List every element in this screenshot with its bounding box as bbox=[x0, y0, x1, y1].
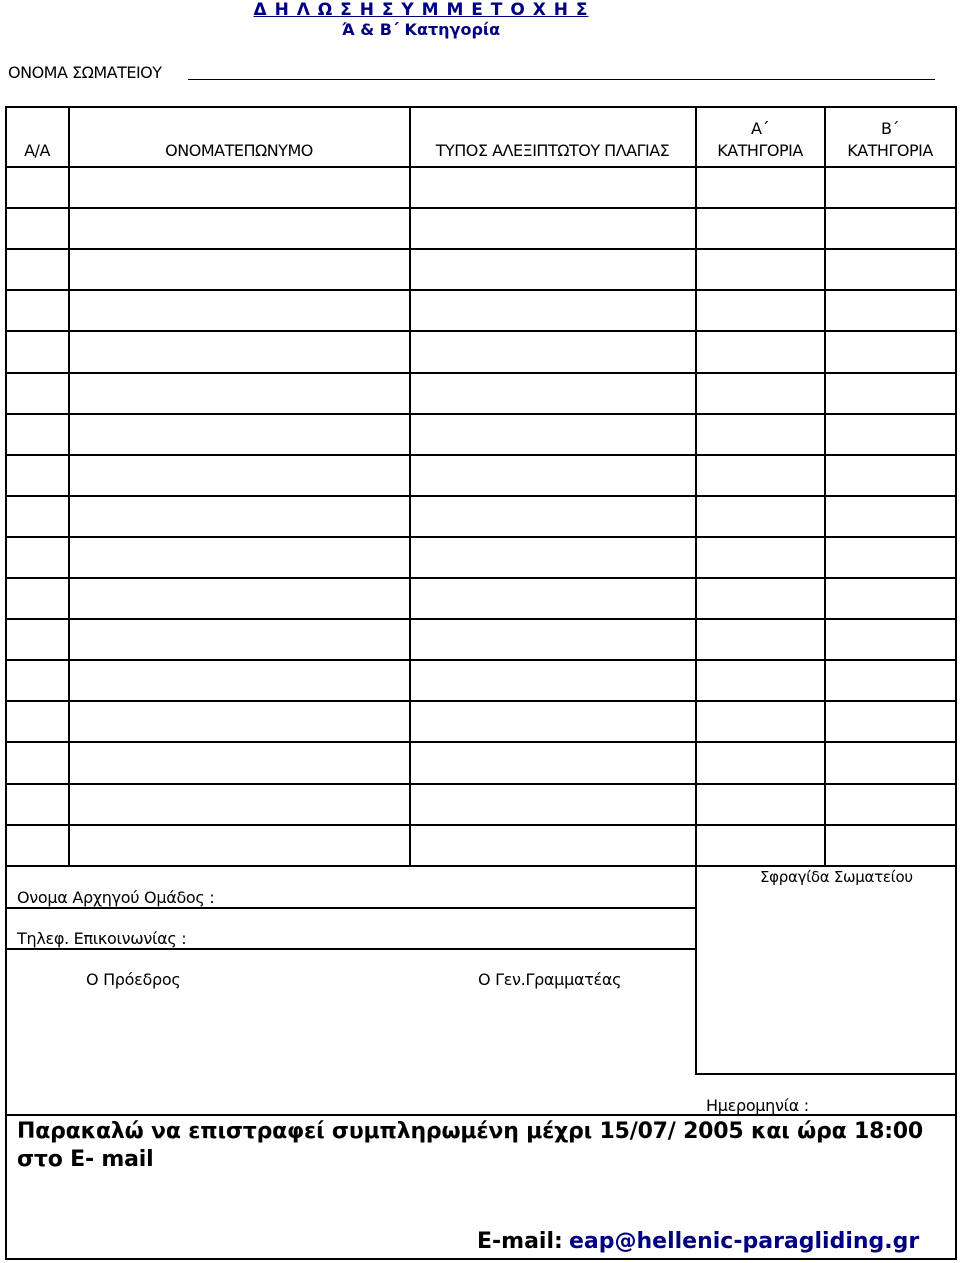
table-header-divider bbox=[5, 166, 957, 168]
notice-top-line bbox=[5, 1114, 957, 1116]
table-row-divider bbox=[5, 824, 957, 826]
table-row-divider bbox=[5, 207, 957, 209]
column-header-category-a: Α΄ ΚΑΤΗΓΟΡΙΑ bbox=[717, 119, 803, 160]
table-row-divider bbox=[5, 577, 957, 579]
column-divider bbox=[824, 106, 826, 865]
club-stamp-label: Σφραγίδα Σωματείου bbox=[760, 868, 913, 886]
email-label: E-mail: bbox=[477, 1229, 563, 1254]
phone-line bbox=[5, 948, 695, 950]
contact-phone-label: Τηλεφ. Επικοινωνίας : bbox=[17, 929, 187, 948]
table-row-divider bbox=[5, 536, 957, 538]
column-divider bbox=[68, 106, 70, 865]
club-name-label: ΟΝΟΜΑ ΣΩΜΑΤΕΙΟΥ bbox=[8, 63, 162, 82]
column-divider bbox=[695, 106, 697, 865]
footer-border-right bbox=[955, 865, 957, 1259]
column-header-category-b: Β΄ ΚΑΤΗΓΟΡΙΑ bbox=[847, 119, 933, 160]
stamp-box-bottom bbox=[695, 1073, 957, 1075]
table-row-divider bbox=[5, 248, 957, 250]
team-leader-label: Ονομα Αρχηγού Ομάδος : bbox=[17, 888, 215, 907]
table-border-top bbox=[5, 106, 957, 108]
footer-border-left bbox=[5, 865, 7, 1259]
stamp-box-left bbox=[695, 865, 697, 1074]
table-row-divider bbox=[5, 659, 957, 661]
table-row-divider bbox=[5, 413, 957, 415]
table-row-divider bbox=[5, 783, 957, 785]
table-row-divider bbox=[5, 454, 957, 456]
table-row-divider bbox=[5, 495, 957, 497]
footer-border-bottom bbox=[5, 1258, 957, 1260]
table-border-bottom bbox=[5, 865, 957, 867]
form-subtitle: Ά & Β΄ Κατηγορία bbox=[341, 20, 501, 39]
table-row-divider bbox=[5, 372, 957, 374]
column-header-glider-type: ΤΥΠΟΣ ΑΛΕΞΙΠΤΩΤΟΥ ΠΛΑΓΙΑΣ bbox=[435, 141, 670, 160]
email-link[interactable]: eap@hellenic-paragliding.gr bbox=[569, 1229, 920, 1254]
column-header-name: ΟΝΟΜΑΤΕΠΩΝΥΜΟ bbox=[165, 141, 313, 160]
column-header-aa: Α/Α bbox=[24, 141, 50, 160]
leader-name-line bbox=[5, 907, 695, 909]
club-name-field[interactable] bbox=[188, 79, 935, 80]
table-border-right bbox=[955, 106, 957, 865]
table-row-divider bbox=[5, 618, 957, 620]
return-notice: Παρακαλώ να επιστραφεί συμπληρωμένη μέχρι 15/07/ 2005 και ώρα 18:00 στο E- mail bbox=[17, 1119, 924, 1172]
president-signature-label: Ο Πρόεδρος bbox=[86, 970, 181, 989]
table-border-left bbox=[5, 106, 7, 865]
column-divider bbox=[409, 106, 411, 865]
form-title: Δ Η Λ Ω Σ Η Σ Υ Μ Μ Ε Τ Ο Χ Η Σ bbox=[253, 0, 589, 20]
date-label: Ημερομηνία : bbox=[706, 1096, 809, 1115]
table-row-divider bbox=[5, 700, 957, 702]
table-row-divider bbox=[5, 289, 957, 291]
secretary-signature-label: Ο Γεν.Γραμματέας bbox=[478, 970, 622, 989]
table-row-divider bbox=[5, 741, 957, 743]
table-row-divider bbox=[5, 330, 957, 332]
